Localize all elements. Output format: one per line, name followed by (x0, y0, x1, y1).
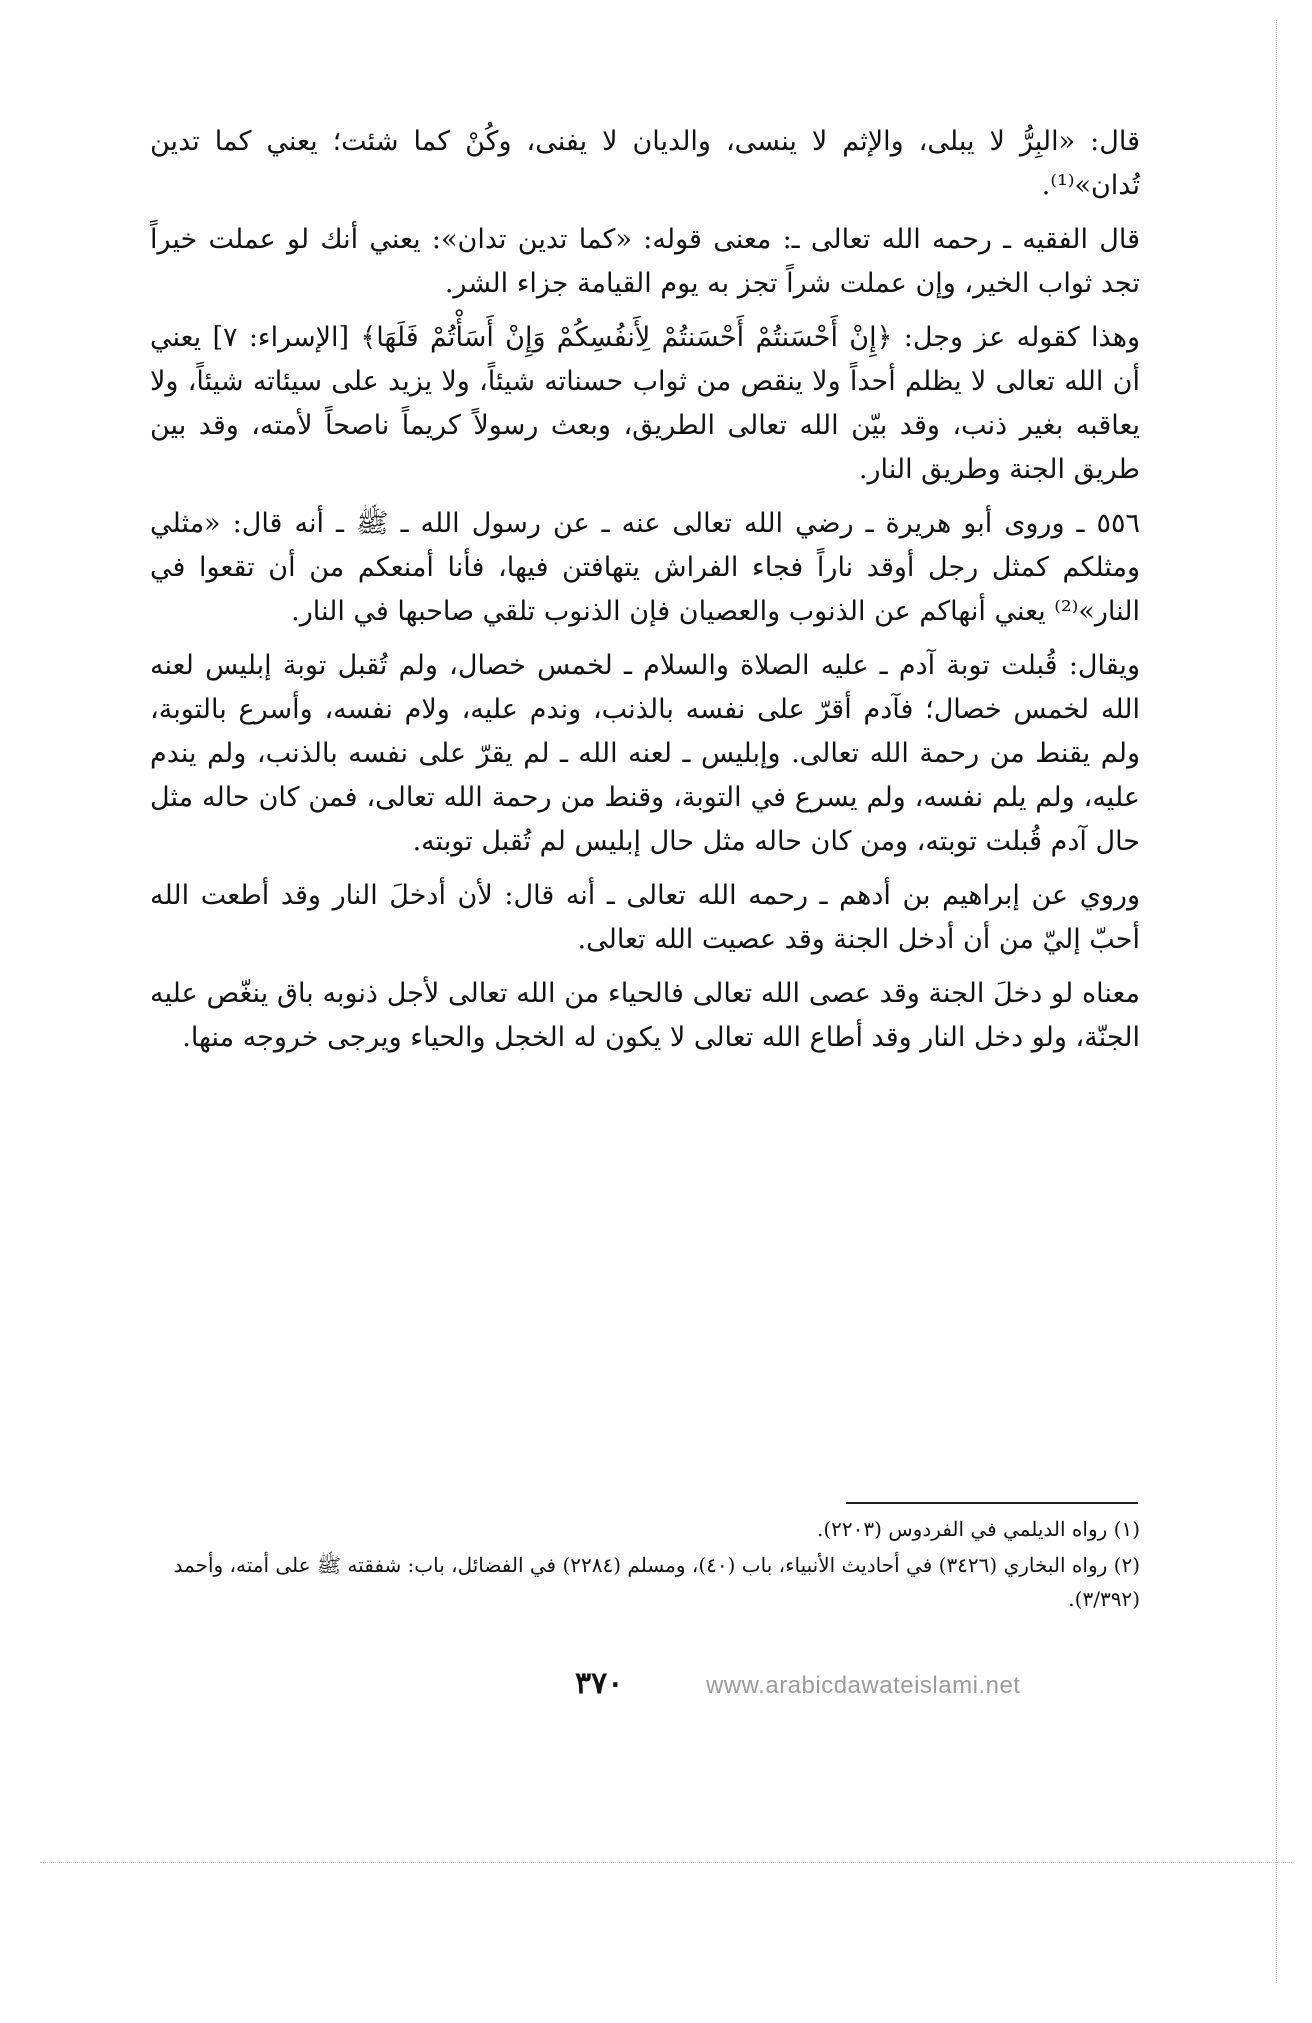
paragraph-4: ٥٥٦ ـ وروى أبو هريرة ـ رضي الله تعالى عنه ـ عن رسول الله ـ ﷺ ـ أنه قال: «مثلي ومثلكم كمثل رجل أوقد ناراً فجاء الفراش يتهافتن فيها، فأنا أمنعكم من أن تقعوا في النار»⁽²⁾ يعني أنهاكم عن الذنوب والعصيان فإن الذنوب تلقي صاحبها في النار. (150, 508, 1140, 627)
paragraph-1: قال: «البِرُّ لا يبلى، والإثم لا ينسى، والديان لا يفنى، وكُنْ كما شئت؛ يعني كما تدين تُدان»⁽¹⁾. (150, 126, 1140, 201)
paragraph-2: قال الفقيه ـ رحمه الله تعالى ـ: معنى قوله: «كما تدين تدان»: يعني أنك لو عملت خيراً تجد ثواب الخير، وإن عملت شراً تجز به يوم القيامة جزاء الشر. (150, 224, 1140, 299)
page-number: ٣٧٠ (575, 1666, 624, 1701)
footnote-1: (١) رواه الديلمي في الفردوس (٢٢٠٣). (816, 1517, 1140, 1541)
paragraph-6: وروي عن إبراهيم بن أدهم ـ رحمه الله تعالى ـ أنه قال: لأن أدخلَ النار وقد أطعت الله أحبّ إليّ من أن أدخل الجنة وقد عصيت الله تعالى. (150, 880, 1140, 955)
footnote-separator (846, 1502, 1138, 1504)
footnote-2: (٢) رواه البخاري (٣٤٢٦) في أحاديث الأنبياء، باب (٤٠)، ومسلم (٢٢٨٤) في الفضائل، باب: شفقته ﷺ على أمته، وأحمد (٣/٣٩٢). (173, 1553, 1140, 1611)
footnotes (150, 1512, 1140, 1618)
paragraph-3: وهذا كقوله عز وجل: ﴿إِنْ أَحْسَنتُمْ أَحْسَنتُمْ لِأَنفُسِكُمْ وَإِنْ أَسَأْتُمْ فَلَهَا﴾ [الإسراء: ٧] يعني أن الله تعالى لا يظلم أحداً ولا ينقص من ثواب حسناته شيئاً، ولا يزيد على سيئاته شيئاً، ولا يعاقبه بغير ذنب، وقد بيّن الله تعالى الطريق، وبعث رسولاً كريماً ناصحاً لأمته، وقد بين طريق الجنة وطريق النار. (150, 322, 1141, 485)
main-text (150, 120, 1140, 1070)
paragraph-5: ويقال: قُبلت توبة آدم ـ عليه الصلاة والسلام ـ لخمس خصال، ولم تُقبل توبة إبليس لعنه الله لخمس خصال؛ فآدم أقرّ على نفسه بالذنب، وندم عليه، ولام نفسه، وأسرع بالتوبة، ولم يقنط من رحمة الله تعالى. وإبليس ـ لعنه الله ـ لم يقرّ على نفسه بالذنب، ولم يندم عليه، ولم يلم نفسه، ولم يسرع في التوبة، وقنط من رحمة الله تعالى، فمن كان حاله مثل حال آدم قُبلت توبته، ومن كان حاله مثل حال إبليس لم تُقبل توبته. (150, 650, 1140, 857)
scan-edge-line (1276, 20, 1277, 1983)
paragraph-7: معناه لو دخلَ الجنة وقد عصى الله تعالى فالحياء من الله تعالى لأجل ذنوبه باق ينغّص عليه الجنّة، ولو دخل النار وقد أطاع الله تعالى لا يكون له الخجل والحياء ويرجى خروجه منها. (150, 978, 1140, 1053)
scan-edge-line-bottom (40, 1862, 1292, 1863)
watermark-url: www.arabicdawateislami.net (706, 1672, 1021, 1699)
